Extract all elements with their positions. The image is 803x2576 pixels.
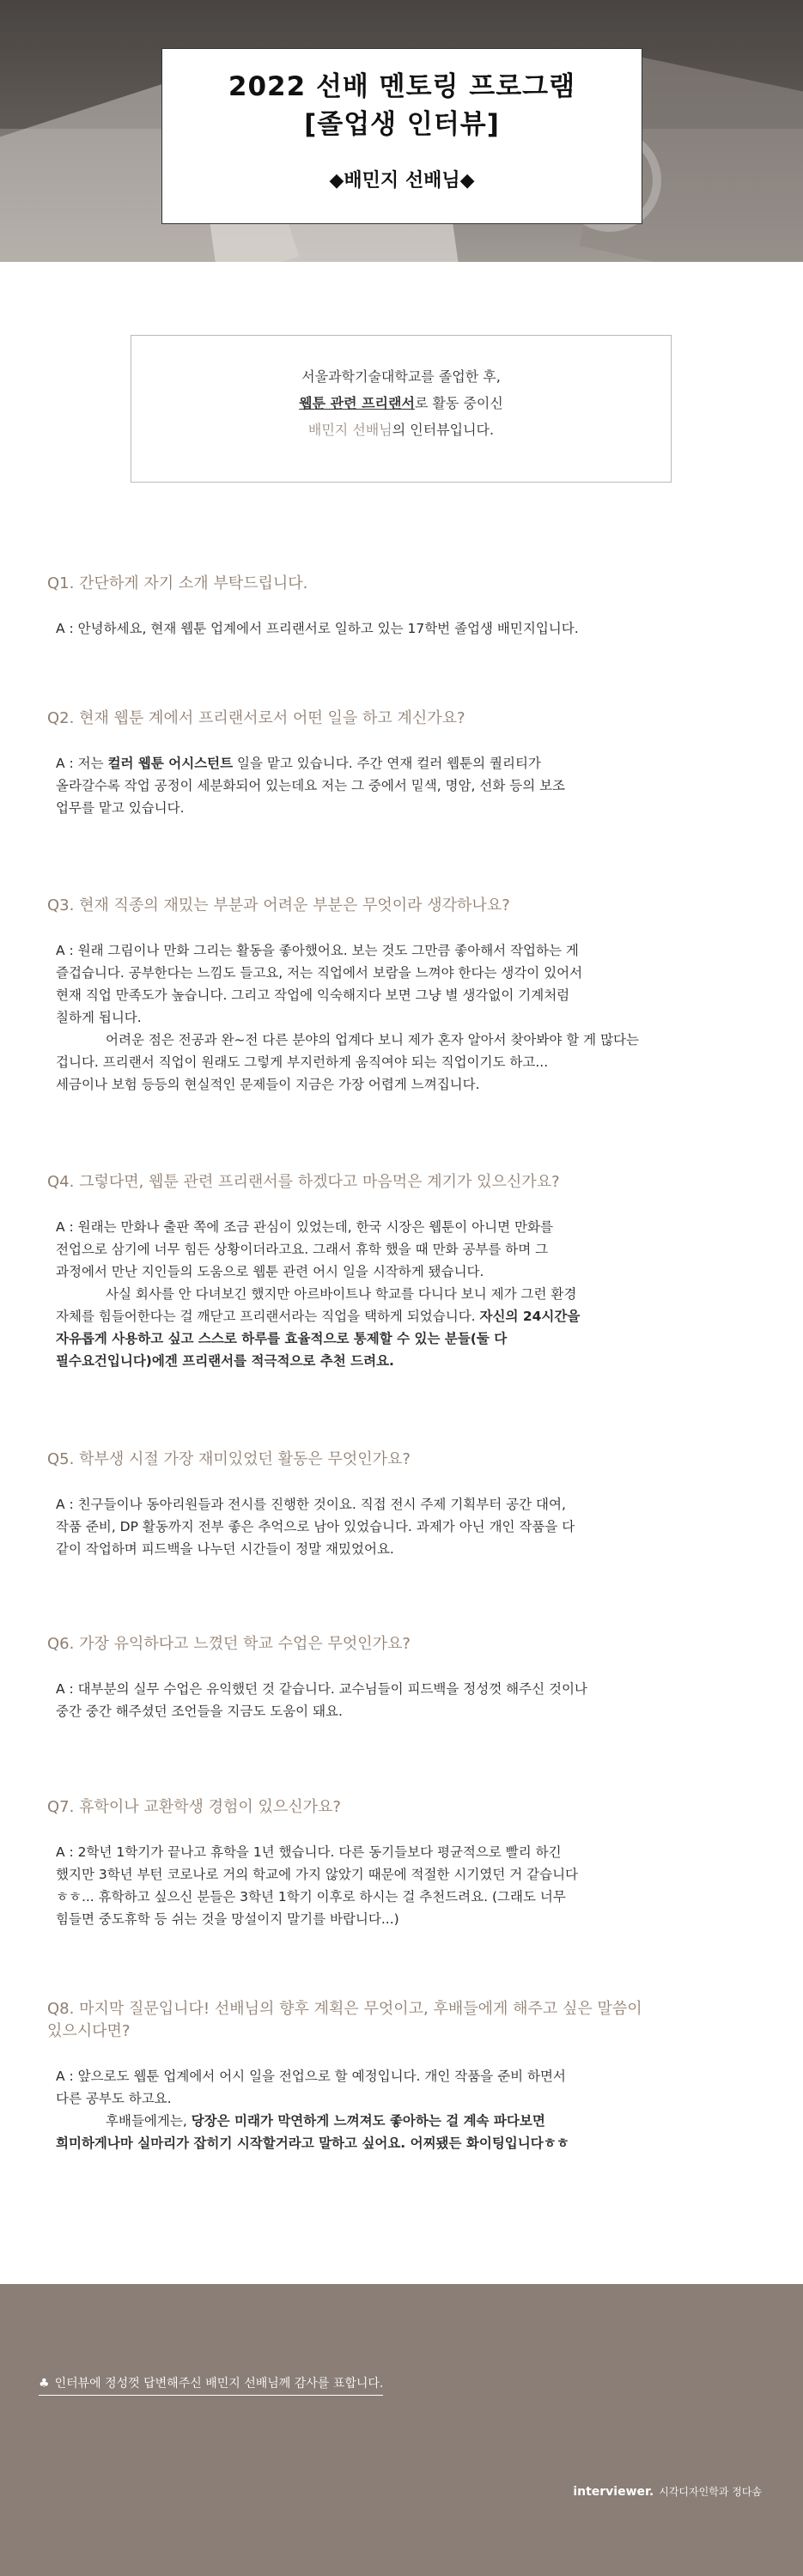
answer-line: 어려운 점은 전공과 완~전 다른 분야의 업계다 보니 제가 혼자 알아서 찾아봐야 할 게 많다는	[106, 1032, 639, 1048]
intro-line	[131, 390, 671, 416]
qa-item	[47, 1631, 760, 1722]
header-banner	[0, 0, 803, 262]
answer-line: 업무를 맡고 있습니다.	[56, 800, 185, 816]
intro-highlight: 웹툰 관련 프리랜서	[299, 395, 415, 411]
intro-text: 의 인터뷰입니다.	[392, 422, 495, 438]
thanks-text: 인터뷰에 정성껏 답변해주신 배민지 선배님께 감사를 표합니다.	[54, 2377, 384, 2391]
answer	[47, 752, 760, 819]
title-card	[161, 48, 642, 224]
question: Q6. 가장 유익하다고 느꼈던 학교 수업은 무엇인가요?	[47, 1635, 411, 1653]
answer-line: 작품 준비, DP 활동까지 전부 좋은 추억으로 남아 있었습니다. 과제가 아닌 개인 작품을 다	[56, 1519, 575, 1534]
qa-item	[47, 1996, 760, 2154]
answer-line: A : 앞으로도 웹툰 업계에서 어시 일을 전업으로 할 예정입니다. 개인 작품을 준비 하면서	[56, 2069, 566, 2084]
club-icon: ♣	[39, 2377, 50, 2391]
page-title-category: [졸업생 인터뷰]	[304, 109, 500, 140]
answer-line: A : 안녕하세요, 현재 웹툰 업계에서 프리랜서로 일하고 있는 17학번 졸업생 배민지입니다.	[56, 621, 579, 636]
answer-line: 과정에서 만난 지인들의 도움으로 웹툰 관련 어시 일을 시작하게 됐습니다.	[56, 1264, 484, 1279]
credit-name: 시각디자인학과 정다솜	[659, 2486, 762, 2498]
answer-emphasis: 자신의 24시간을	[479, 1309, 581, 1324]
question: Q5. 학부생 시절 가장 재미있었던 활동은 무엇인가요?	[47, 1450, 411, 1468]
question: Q8. 마지막 질문입니다! 선배님의 향후 계획은 무엇이고, 후배들에게 해주고 싶은 말씀이	[47, 2000, 642, 2018]
page-title: 2022 선배 멘토링 프로그램	[228, 71, 576, 102]
answer-line: 칠하게 됩니다.	[56, 1010, 142, 1025]
qa-item	[47, 893, 760, 1096]
answer	[47, 617, 760, 640]
answer-emphasis: 컬러 웹툰 어시스턴트	[107, 756, 234, 771]
answer-line: 했지만 3학년 부턴 코로나로 거의 학교에 가지 않았기 때문에 적절한 시기였던 거 같습니다	[56, 1867, 579, 1882]
answer	[47, 2065, 760, 2154]
question: Q4. 그렇다면, 웹툰 관련 프리랜서를 하겠다고 마음먹은 계기가 있으신가요?	[47, 1173, 560, 1191]
interviewer-credit	[573, 2484, 762, 2499]
qa-item	[47, 1170, 760, 1372]
question: Q7. 휴학이나 교환학생 경험이 있으신가요?	[47, 1798, 341, 1816]
answer-line: A : 대부분의 실무 수업은 유익했던 것 같습니다. 교수님들이 피드백을 정성껏 해주신 것이나	[56, 1681, 587, 1697]
answer-line: 현재 직업 만족도가 높습니다. 그리고 작업에 익숙해지다 보면 그냥 별 생각없이 기계처럼	[56, 987, 570, 1003]
answer-line: 힘들면 중도휴학 등 쉬는 것을 망설이지 말기를 바랍니다...)	[56, 1911, 399, 1927]
answer-line: ㅎㅎ... 휴학하고 싶으신 분들은 3학년 1학기 이후로 하시는 걸 추천드려요. (그래도 너무	[56, 1889, 566, 1905]
question-continued: 있으시다면?	[47, 2022, 131, 2040]
answer-text: 자체를 힘들어한다는 걸 깨닫고 프리랜서라는 직업을 택하게 되었습니다.	[56, 1309, 480, 1324]
page-subtitle: ◆배민지 선배님◆	[329, 170, 475, 191]
answer-line: 즐겁습니다. 공부한다는 느낌도 들고요, 저는 직업에서 보람을 느껴야 한다는 생각이 있어서	[56, 965, 583, 981]
answer-text: A : 저는	[56, 756, 108, 771]
answer-line: 사실 회사를 안 다녀보긴 했지만 아르바이트나 학교를 다니다 보니 제가 그런 환경	[106, 1286, 577, 1302]
answer-line: 중간 중간 해주셨던 조언들을 지금도 도움이 돼요.	[56, 1704, 343, 1719]
answer-text: 후배들에게는,	[106, 2113, 192, 2129]
answer	[47, 1841, 760, 1930]
answer-line	[56, 752, 760, 775]
answer-line: A : 원래 그림이나 만화 그리는 활동을 좋아했어요. 보는 것도 그만큼 좋아해서 작업하는 게	[56, 943, 579, 958]
intro-line	[131, 416, 671, 443]
answer-line: 올라갈수록 작업 공정이 세분화되어 있는데요 저는 그 중에서 밑색, 명암, 선화 등의 보조	[56, 778, 566, 793]
qa-item	[47, 1795, 760, 1930]
thanks-note	[39, 2374, 383, 2396]
question: Q3. 현재 직종의 재밌는 부분과 어려운 부분은 무엇이라 생각하나요?	[47, 896, 510, 914]
answer-text: 일을 맡고 있습니다. 주간 연재 컬러 웹툰의 퀄리티가	[233, 756, 541, 771]
answer-line: 겁니다. 프리랜서 직업이 원래도 그렇게 부지런하게 움직여야 되는 직업이기도 하고...	[56, 1054, 549, 1070]
answer-line: 같이 작업하며 피드백을 나누던 시간들이 정말 재밌었어요.	[56, 1541, 394, 1557]
answer-line: A : 원래는 만화나 출판 쪽에 조금 관심이 있었는데, 한국 시장은 웹툰이 아니면 만화를	[56, 1219, 553, 1235]
intro-box	[131, 335, 672, 483]
answer-line: 다른 공부도 하고요.	[56, 2091, 172, 2106]
answer-emphasis: 당장은 미래가 막연하게 느껴져도 좋아하는 걸 계속 파다보면	[191, 2113, 545, 2129]
question: Q2. 현재 웹툰 계에서 프리랜서로서 어떤 일을 하고 계신가요?	[47, 709, 465, 727]
answer-line	[56, 2110, 760, 2132]
answer	[47, 1493, 760, 1560]
intro-line: 서울과학기술대학교를 졸업한 후,	[301, 368, 501, 385]
answer	[47, 1216, 760, 1372]
answer-emphasis: 희미하게나마 실마리가 잡히기 시작할거라고 말하고 싶어요. 어찌됐든 화이팅입니다ㅎㅎ	[56, 2136, 569, 2151]
question: Q1. 간단하게 자기 소개 부탁드립니다.	[47, 574, 308, 592]
intro-name: 배민지 선배님	[307, 422, 392, 438]
credit-label: interviewer.	[573, 2485, 654, 2499]
footer	[0, 2284, 803, 2576]
answer-line: 전업으로 삼기에 너무 힘든 상황이더라고요. 그래서 휴학 했을 때 만화 공부를 하며 그	[56, 1242, 549, 1257]
answer-line: A : 친구들이나 동아리원들과 전시를 진행한 것이요. 직접 전시 주제 기획부터 공간 대여,	[56, 1497, 566, 1512]
answer-line	[56, 1305, 760, 1327]
intro-text: 로 활동 중이신	[414, 395, 503, 411]
answer-line: 세금이나 보험 등등의 현실적인 문제들이 지금은 가장 어렵게 느껴집니다.	[56, 1077, 480, 1092]
qa-item	[47, 1447, 760, 1560]
answer	[47, 939, 760, 1096]
answer	[47, 1678, 760, 1722]
answer-emphasis: 자유롭게 사용하고 싶고 스스로 하루를 효율적으로 통제할 수 있는 분들(둘 다	[56, 1331, 508, 1346]
qa-item	[47, 571, 760, 640]
qa-item	[47, 706, 760, 819]
answer-emphasis: 필수요건입니다)에겐 프리랜서를 적극적으로 추천 드려요.	[56, 1353, 394, 1369]
answer-line: A : 2학년 1학기가 끝나고 휴학을 1년 했습니다. 다른 동기들보다 평균적으로 빨리 하긴	[56, 1844, 562, 1860]
